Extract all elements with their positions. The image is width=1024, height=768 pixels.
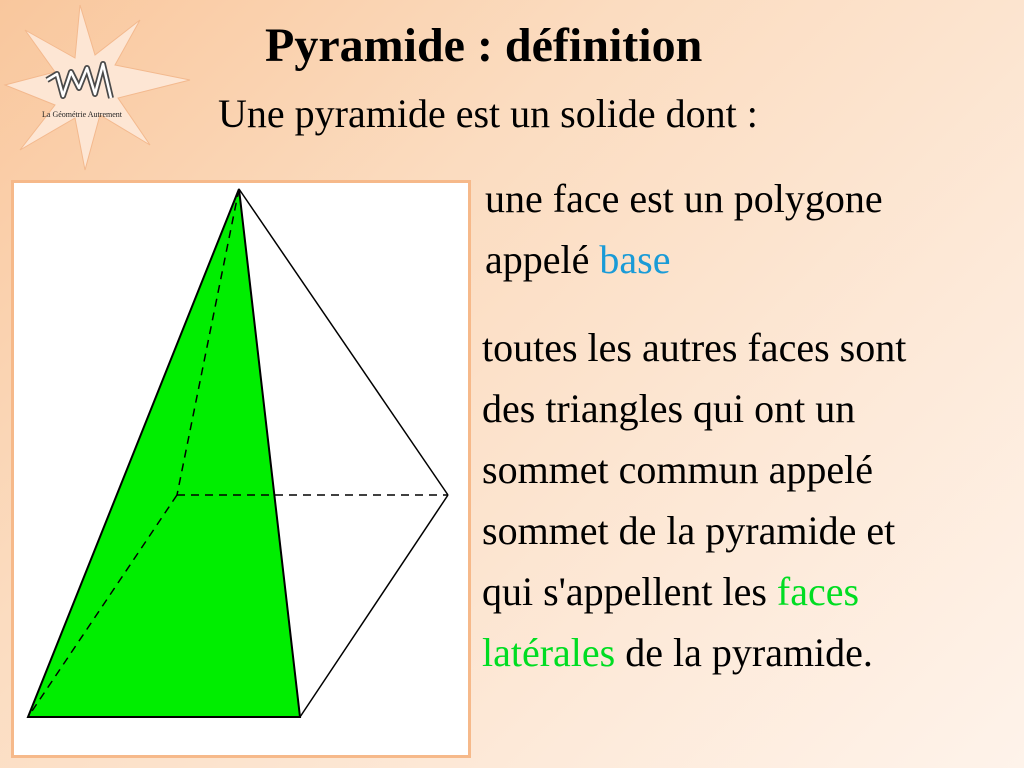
definition-base-line-2-text: appelé — [485, 237, 600, 282]
burst-logo-icon — [0, 0, 200, 180]
definition-lateral-line-3: sommet commun appelé — [482, 447, 874, 492]
logo — [0, 0, 200, 180]
definition-base-line-1: une face est un polygone — [485, 176, 883, 221]
pyramid-front-face — [28, 189, 300, 717]
definition-lateral-line-4: sommet de la pyramide et — [482, 508, 896, 553]
pyramid-figure-frame — [11, 180, 471, 758]
definition-lateral-faces — [482, 317, 906, 683]
logo-caption: La Géométrie Autrement — [42, 110, 122, 119]
definition-lateral-line-2: des triangles qui ont un — [482, 386, 856, 431]
definition-lateral-line-5 — [482, 561, 906, 622]
definition-base-line-2 — [485, 229, 883, 290]
definition-lateral-line-5-text: qui s'appellent les — [482, 569, 777, 614]
pyramid-edge-apex-right — [239, 189, 448, 495]
page-title: Pyramide : définition — [265, 19, 703, 72]
pyramid-edge-base-right — [300, 495, 448, 717]
definition-base — [485, 168, 883, 290]
definition-lateral-line-6 — [482, 622, 906, 683]
laterales-highlight: latérales — [482, 630, 616, 675]
page-subtitle: Une pyramide est un solide dont : — [218, 91, 758, 136]
pyramid-figure — [14, 183, 468, 755]
definition-lateral-line-1: toutes les autres faces sont — [482, 325, 907, 370]
faces-highlight: faces — [776, 569, 860, 614]
base-highlight: base — [599, 237, 671, 282]
definition-lateral-line-6-text: de la pyramide. — [615, 630, 873, 675]
